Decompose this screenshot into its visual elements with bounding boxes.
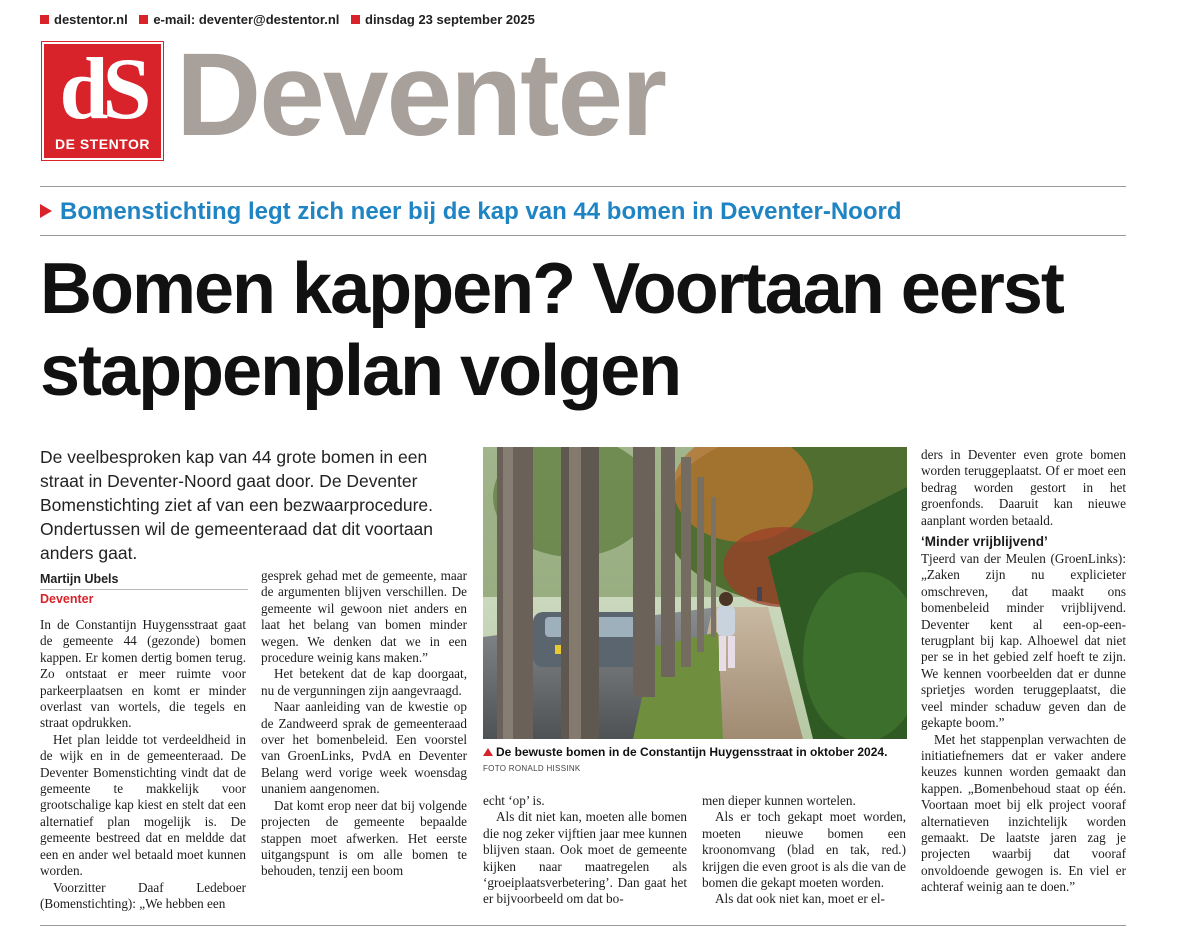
dateline: Deventer xyxy=(40,592,94,606)
logo-name: DE STENTOR xyxy=(55,136,150,152)
text-column-4 xyxy=(702,793,906,908)
paragraph: echt ‘op’ is. xyxy=(483,793,545,808)
email-link[interactable] xyxy=(139,12,339,27)
kicker xyxy=(40,198,902,226)
divider xyxy=(40,235,1126,236)
bullet-square-icon xyxy=(351,15,360,24)
author-byline: Martijn Ubels xyxy=(40,572,119,586)
paragraph: men dieper kunnen wortelen. xyxy=(702,793,856,808)
bullet-square-icon xyxy=(40,15,49,24)
article-photo[interactable] xyxy=(483,447,907,739)
caption-text: De bewuste bomen in de Constantijn Huygensstraat in oktober 2024. xyxy=(496,745,888,759)
site-link[interactable] xyxy=(40,12,128,27)
date-label: dinsdag 23 september 2025 xyxy=(365,12,535,27)
divider xyxy=(40,186,1126,187)
paragraph: Dat komt erop neer dat bij volgende projecten de gemeente bepaalde stappen moet afwerken. Het eerste uitgangspunt is om alle bomen te behouden, tenzij een boom xyxy=(261,797,467,879)
divider xyxy=(40,925,1126,926)
de-stentor-logo xyxy=(42,42,163,160)
paragraph: ders in Deventer even grote bomen worden teruggeplaatst. Of er moet een bedrag worden gestort in het groenfonds. Daaruit kan nieuwe aanplant worden betaald. xyxy=(921,447,1126,528)
section-title: Deventer xyxy=(176,29,666,161)
paragraph: Met het stappenplan verwachten de initiatiefnemers dat er vaker andere keuzes kunnen worden gemaakt dan kappen. „Bomenbehoud staat op één. Voortaan moet bij elk project vooraf alternatieven inzichtelijk worden gemaakt. De laatste jaren zag je projecten waarbij dat vooraf onvoldoende gewogen is. En viel er achteraf weinig aan te doen.” xyxy=(921,731,1126,895)
masthead-info-bar xyxy=(40,12,543,27)
paragraph: In de Constantijn Huygensstraat gaat de gemeente 44 (gezonde) bomen kappen. Er komen dertig bomen terug. Zo ontstaat er meer ruimte voor parkeerplaatsen en komt er minder overlast van wortels, die tegels en straat opdrukken. xyxy=(40,617,246,731)
triangle-up-icon xyxy=(483,748,493,756)
subheading: ‘Minder vrijblijvend’ xyxy=(921,534,1048,550)
text-column-5 xyxy=(921,447,1126,896)
kicker-text: Bomenstichting legt zich neer bij de kap van 44 bomen in Deventer-Noord xyxy=(60,198,902,225)
paragraph: Naar aanleiding van de kwestie op de Zandweerd sprak de gemeenteraad over het bomenbeleid. Een voorstel van GroenLinks, PvdA en Deventer Belang werd vorige week woensdag unaniem aangenomen. xyxy=(261,699,467,797)
text-column-2 xyxy=(261,568,467,880)
paragraph: Tjeerd van der Meulen (GroenLinks): „Zaken zijn nu explicieter omschreven, dat maakt ons bomenbeleid minder vrijblijvend. Deventer kent al een-op-een-terugplant bij kap. Alhoewel dat niet per se in het gebied zelf hoeft te zijn. We kennen voorbeelden dat er dunne sprietjes worden teruggeplaatst, die veel minder schaduw geven dan de gekapte boom.” xyxy=(921,551,1126,731)
paragraph: Het betekent dat de kap doorgaat, nu de vergunningen zijn aangevraagd. xyxy=(261,666,467,698)
divider xyxy=(40,589,248,590)
paragraph: Voorzitter Daaf Ledeboer (Bomenstichting): „We hebben een xyxy=(40,879,246,911)
paragraph: Als er toch gekapt moet worden, moeten nieuwe bomen een kroonomvang (blad en tak, red.) krijgen die even groot is als die van de bomen die gekapt moeten worden. xyxy=(702,809,906,891)
site-label: destentor.nl xyxy=(54,12,128,27)
bullet-square-icon xyxy=(139,15,148,24)
photo-caption xyxy=(483,745,907,776)
paragraph: Als dit niet kan, moeten alle bomen die nog zeker vijftien jaar mee kunnen blijven staan. Ook moet de gemeente kijken naar maatregelen als ‘groeiplaatsverbetering’. Dan gaat het er bijvoorbeeld om dat bo- xyxy=(483,809,687,907)
photo-credit: FOTO RONALD HISSINK xyxy=(483,764,581,773)
logo-mark: dS xyxy=(59,41,146,138)
street-trees-photo xyxy=(483,447,907,739)
lead-paragraph: De veelbesproken kap van 44 grote bomen in een straat in Deventer-Noord gaat door. De Deventer Bomenstichting ziet af van een bezwaarprocedure. Ondertussen wil de gemeenteraad dat dit voortaan anders gaat. xyxy=(40,447,434,563)
email-label: e-mail: deventer@destentor.nl xyxy=(153,12,340,27)
headline: Bomen kappen? Voortaan eerst stappenplan volgen xyxy=(40,249,1063,411)
text-column-3 xyxy=(483,793,687,908)
paragraph: Het plan leidde tot verdeeldheid in de wijk en in de gemeenteraad. De Deventer Bomenstichting vindt dat de gemeente te makkelijk voor grootschalige kap kiest en stelt dat een alternatief plan mogelijk is. De gemeente bestreed dat en meldde dat een en ander wel betaald moet kunnen worden. xyxy=(40,731,246,879)
paragraph: Als dat ook niet kan, moet er el- xyxy=(715,891,885,907)
issue-date xyxy=(351,12,535,27)
arrow-right-icon xyxy=(40,204,52,218)
text-column-1 xyxy=(40,617,246,912)
paragraph: gesprek gehad met de gemeente, maar de argumenten blijven verschillen. De gemeente wil gewoon niet anders en laat het belang van bomen minder wegen. We denken dat we in een procedure weinig kans maken.” xyxy=(261,568,467,666)
